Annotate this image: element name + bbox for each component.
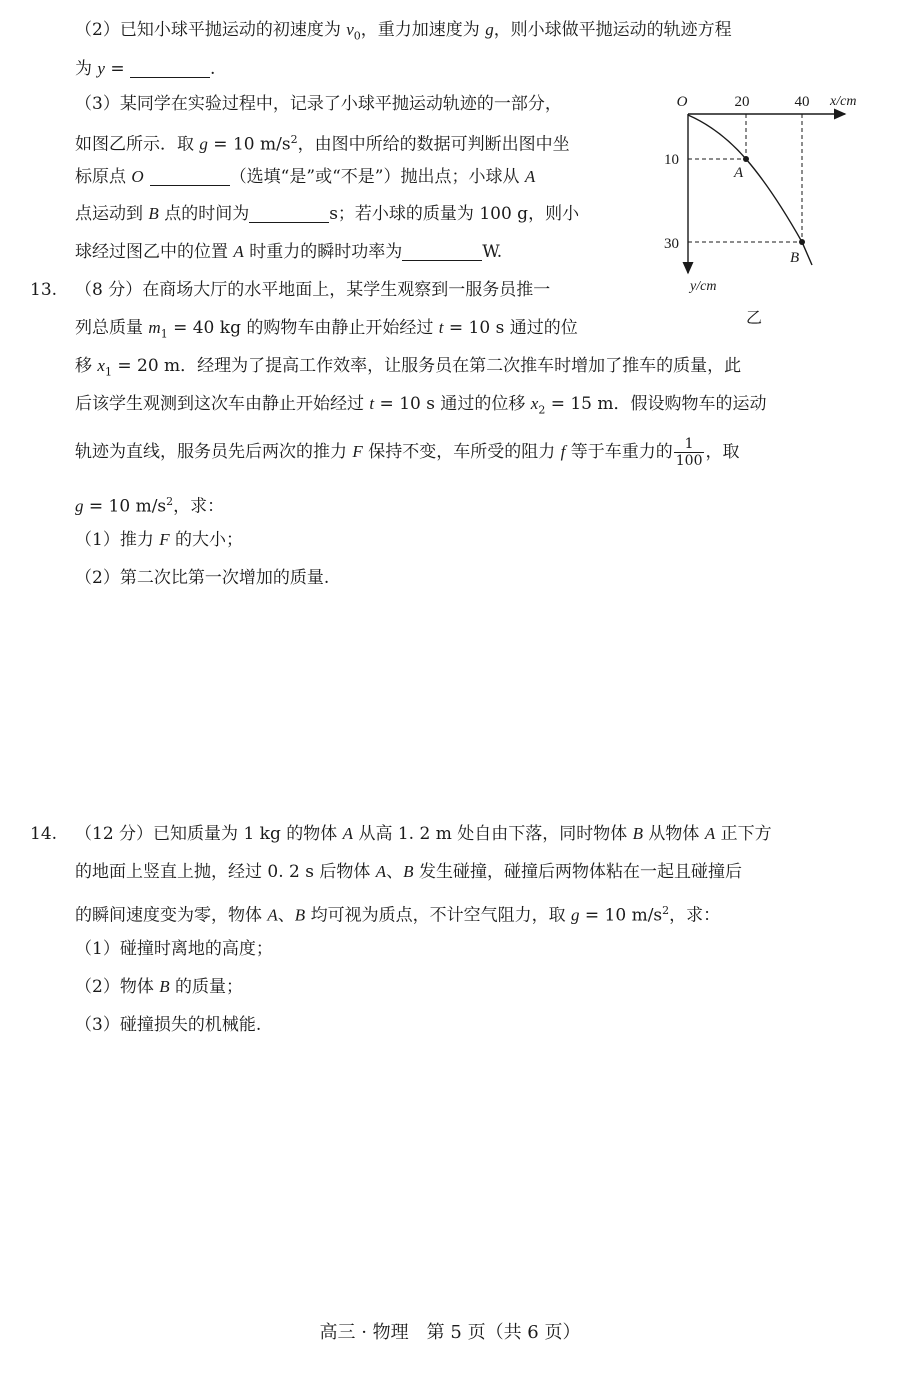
x-tick-40: 40 xyxy=(794,94,810,110)
origin-label: O xyxy=(676,94,688,110)
point-a-label: A xyxy=(734,165,744,181)
q13-line3: 移 $x_1 = 20$ m．经理为了提高工作效率，让服务员在第二次推车时增加了推车的质量，此 xyxy=(75,356,742,379)
q14-line1: 14. （12 分）已知质量为 1 kg 的物体 A 从高 1. 2 m 处自由下落，同时物体 B 从物体 A 正下方 xyxy=(30,824,772,844)
q12-part3-line3: 标原点 O （选填“是”或“不是”）抛出点；小球从 A xyxy=(75,167,536,187)
q14-sub2: （2）物体 B 的质量； xyxy=(75,977,244,997)
q13-line6: g = 10 $m/s^2$，求： xyxy=(75,495,225,517)
page-footer: 高三 · 物理 第 5 页（共 6 页） xyxy=(319,1322,581,1343)
point-a-dot xyxy=(743,156,749,162)
y-tick-10: 10 xyxy=(664,152,679,168)
q13-line2: 列总质量 $m_1 = 40$ kg 的购物车由静止开始经过 t = 10 s 通过的位 xyxy=(75,318,578,341)
q12-part2-line2: 为 y = . xyxy=(75,59,216,79)
q14-number: 14. xyxy=(30,824,58,844)
q13-number: 13. xyxy=(30,280,58,300)
y-axis-label: y/cm xyxy=(690,279,717,294)
answer-blank-time[interactable] xyxy=(249,204,329,223)
q13-line4: 后该学生观测到这次车由静止开始经过 t = 10 s 通过的位移 $x_2 = 15$ m．假设购物车的运动 xyxy=(75,394,767,417)
q14-line3: 的瞬间速度变为零，物体 A、B 均可视为质点，不计空气阻力，取 g = 10 $m/s^2$，求： xyxy=(75,904,721,926)
x-axis-label: x/cm xyxy=(830,94,857,109)
trajectory-figure xyxy=(650,85,880,335)
point-b-label: B xyxy=(790,250,800,266)
x-tick-20: 20 xyxy=(734,94,750,110)
point-b-dot xyxy=(799,239,805,245)
q12-part3-line4: 点运动到 B 点的时间为 s；若小球的质量为 100 g，则小 xyxy=(75,204,580,224)
q13-sub2: （2）第二次比第一次增加的质量. xyxy=(75,568,330,588)
q12-part3-line1: （3）某同学在实验过程中，记录了小球平抛运动轨迹的一部分， xyxy=(75,94,562,114)
q14-line2: 的地面上竖直上抛，经过 0. 2 s 后物体 A、B 发生碰撞，碰撞后两物体粘在一起且碰撞后 xyxy=(75,862,742,882)
q12-part3-line2: 如图乙所示．取 g = 10 $m/s^2$，由图中所给的数据可判断出图中坐 xyxy=(75,133,570,155)
q14-sub1: （1）碰撞时离地的高度； xyxy=(75,939,273,959)
answer-blank-origin[interactable] xyxy=(150,167,230,186)
figure-caption: 乙 xyxy=(745,310,763,327)
answer-blank-trajectory[interactable] xyxy=(130,59,210,78)
q13-sub1: （1）推力 F 的大小； xyxy=(75,530,244,550)
q12-part2-line1: （2）已知小球平抛运动的初速度为 $v_0$，重力加速度为 g，则小球做平抛运动的轨迹方程 xyxy=(75,20,732,43)
q12-part3-line5: 球经过图乙中的位置 A 时重力的瞬时功率为 W. xyxy=(75,242,503,262)
q13-line1: 13. （8 分）在商场大厅的水平地面上，某学生观察到一服务员推一 xyxy=(30,280,551,300)
q13-line5: 轨迹为直线，服务员先后两次的推力 F 保持不变，车所受的阻力 f 等于车重力的 $\frac{1}{100}$ ，取 xyxy=(75,436,740,469)
answer-blank-power[interactable] xyxy=(402,242,482,261)
q14-sub3: （3）碰撞损失的机械能. xyxy=(75,1015,262,1035)
y-tick-30: 30 xyxy=(664,236,679,252)
fraction-one-hundredth: $\frac{1}{100}$ xyxy=(675,436,703,469)
